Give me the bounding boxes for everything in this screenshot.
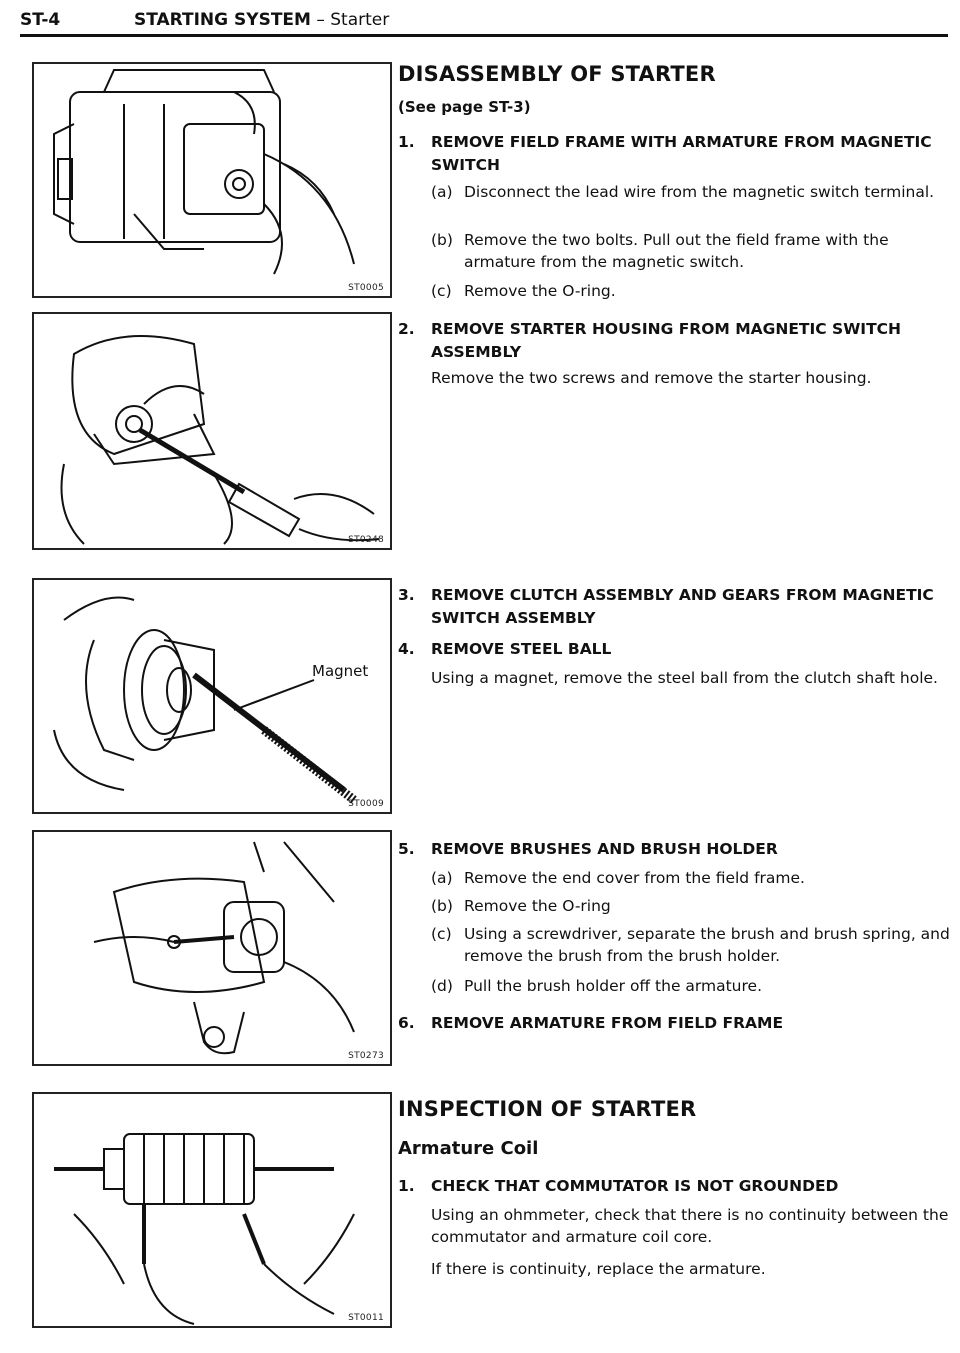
figure-code: ST0005 [348,283,384,293]
step-title: CHECK THAT COMMUTATOR IS NOT GROUNDED [431,1177,839,1195]
armature-illustration [34,1094,390,1326]
see-page-reference: (See page ST-3) [398,98,531,116]
screwdriver-illustration [34,314,390,548]
substep-text: Disconnect the lead wire from the magnetic switch terminal. [464,183,935,201]
figure-brush-removal [32,830,392,1066]
subsection-title: Starter [330,10,390,30]
substep-label: (c) [431,282,452,300]
substep-text: Remove the two bolts. Pull out the field frame with the armature from the magnetic switch. [464,231,889,271]
substep-text: Remove the end cover from the field frame. [464,869,805,887]
step-number: 5. [398,840,415,858]
step-title: REMOVE BRUSHES AND BRUSH HOLDER [431,840,778,858]
disassembly-heading: DISASSEMBLY OF STARTER [398,62,716,86]
step-number: 1. [398,1177,415,1195]
inspection-heading: INSPECTION OF STARTER [398,1097,697,1121]
step-title: REMOVE STARTER HOUSING FROM MAGNETIC SWITCH ASSEMBLY [431,320,901,361]
page-id: ST-4 [20,10,61,30]
substep-text: Using a screwdriver, separate the brush and brush spring, and remove the brush from the brush holder. [464,925,950,965]
step-title: REMOVE ARMATURE FROM FIELD FRAME [431,1014,784,1032]
step-title: REMOVE FIELD FRAME WITH ARMATURE FROM MAGNETIC SWITCH [431,133,932,174]
step-title: REMOVE STEEL BALL [431,640,612,658]
step-title: REMOVE CLUTCH ASSEMBLY AND GEARS FROM MAGNETIC SWITCH ASSEMBLY [431,586,934,627]
substep-text: Pull the brush holder off the armature. [464,977,762,995]
step-number: 3. [398,586,415,604]
step-text: Remove the two screws and remove the starter housing. [431,369,872,387]
magnet-illustration [34,580,390,812]
substep-label: (a) [431,869,453,887]
step-number: 1. [398,133,415,151]
figure-code: ST0273 [348,1051,384,1061]
figure-code: ST0248 [348,535,384,545]
armature-coil-subheading: Armature Coil [398,1138,539,1159]
substep-label: (d) [431,977,453,995]
header-rule [20,34,948,37]
figure-code: ST0009 [348,799,384,809]
substep-text: Remove the O-ring. [464,282,616,300]
step-text: If there is continuity, replace the armature. [431,1260,766,1278]
section-title: STARTING SYSTEM [134,10,311,30]
magnet-label: Magnet [312,662,369,680]
substep-label: (b) [431,897,453,915]
step-text: Using a magnet, remove the steel ball from the clutch shaft hole. [431,669,938,687]
starter-illustration [34,64,390,296]
page-header [20,8,945,36]
substep-label: (a) [431,183,453,201]
step-number: 6. [398,1014,415,1032]
figure-starter-housing-removal [32,312,392,550]
substep-text: Remove the O-ring [464,897,611,915]
header-separator: – [316,10,325,30]
step-text: Using an ohmmeter, check that there is no continuity between the commutator and armature coil core. [431,1206,949,1246]
brush-holder-illustration [34,832,390,1064]
step-number: 4. [398,640,415,658]
figure-field-frame-removal [32,62,392,298]
figure-steel-ball-removal [32,578,392,814]
step-number: 2. [398,320,415,338]
figure-armature-check [32,1092,392,1328]
substep-label: (b) [431,231,453,249]
substep-label: (c) [431,925,452,943]
header-title [134,10,389,30]
figure-code: ST0011 [348,1313,384,1323]
